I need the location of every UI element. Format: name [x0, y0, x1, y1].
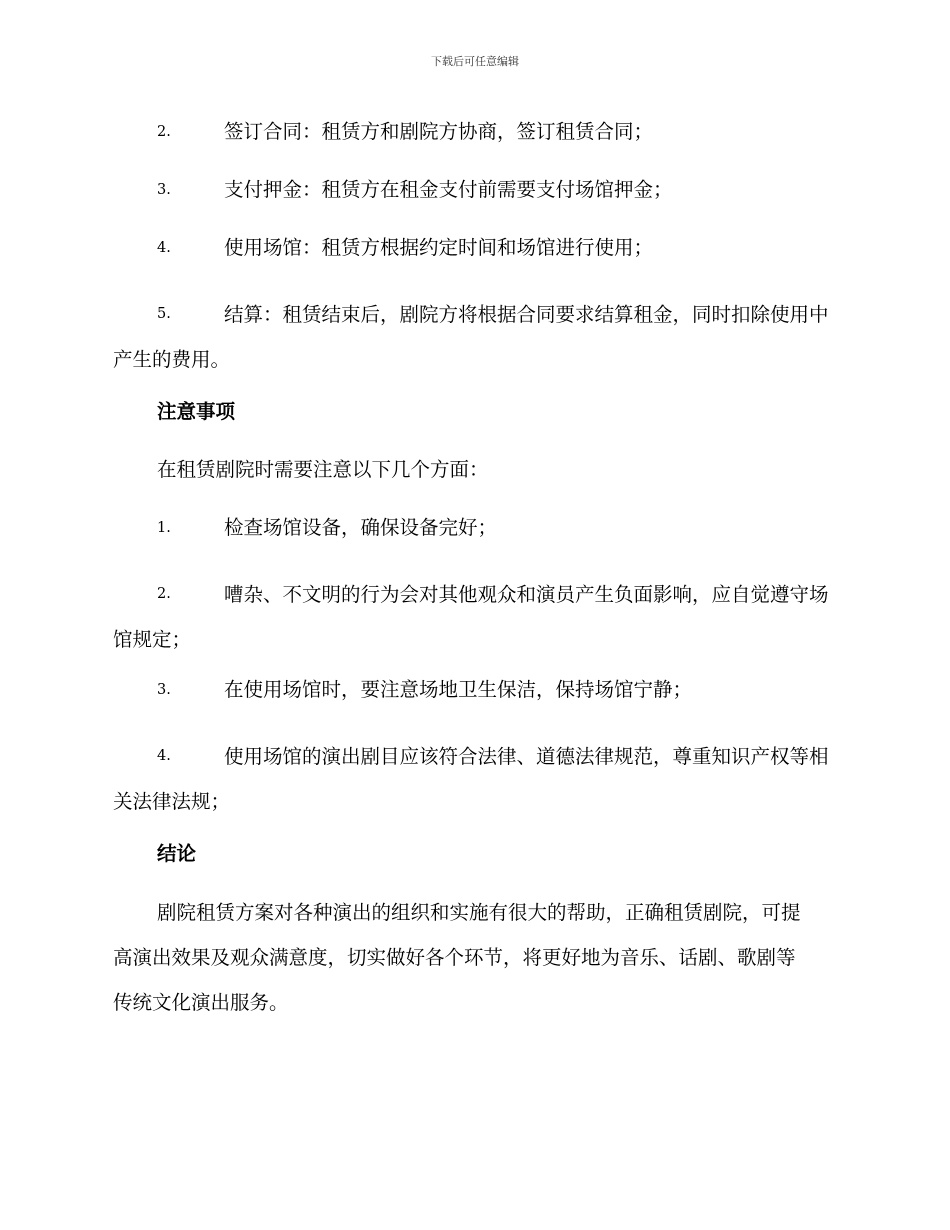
notes-number: 4.: [157, 748, 171, 764]
step-item: [113, 118, 835, 146]
step-number: 4.: [157, 240, 171, 256]
step-text: 使用场馆：租赁方根据约定时间和场馆进行使用；: [224, 236, 654, 259]
notes-intro: 在租赁剧院时需要注意以下几个方面：: [157, 458, 489, 481]
notes-text: 使用场馆的演出剧目应该符合法律、道德法律规范，尊重知识产权等相关法律法规；: [113, 745, 829, 813]
notes-number: 2.: [157, 586, 171, 602]
step-text: 支付押金：租赁方在租金支付前需要支付场馆押金；: [224, 178, 673, 201]
conclusion-heading: 结论: [157, 842, 197, 865]
page-header-note: 下载后可任意编辑: [431, 55, 519, 68]
notes-item: [113, 676, 835, 704]
notes-item: [113, 572, 835, 662]
notes-number: 3.: [157, 682, 171, 698]
step-text: 结算：租赁结束后，剧院方将根据合同要求结算租金，同时扣除使用中产生的费用。: [113, 303, 829, 371]
step-number: 5.: [157, 306, 171, 322]
notes-text: 在使用场馆时，要注意场地卫生保洁，保持场馆宁静；: [224, 678, 693, 701]
notes-item: [113, 734, 835, 824]
step-number: 2.: [157, 124, 171, 140]
document-body: [113, 110, 835, 1025]
notes-text: 嘈杂、不文明的行为会对其他观众和演员产生负面影响，应自觉遵守场馆规定；: [113, 583, 829, 651]
step-item: [113, 176, 835, 204]
notes-number: 1.: [157, 520, 171, 536]
conclusion-text: 剧院租赁方案对各种演出的组织和实施有很大的帮助，正确租赁剧院，可提高演出效果及观众满意度，切实做好各个环节，将更好地为音乐、话剧、歌剧等传统文化演出服务。: [113, 901, 801, 1014]
notes-text: 检查场馆设备，确保设备完好；: [224, 516, 498, 539]
step-number: 3.: [157, 182, 171, 198]
step-item: [113, 292, 835, 382]
step-item: [113, 234, 835, 262]
notes-heading: 注意事项: [157, 400, 236, 423]
notes-item: [113, 514, 835, 542]
step-text: 签订合同：租赁方和剧院方协商，签订租赁合同；: [224, 120, 654, 143]
